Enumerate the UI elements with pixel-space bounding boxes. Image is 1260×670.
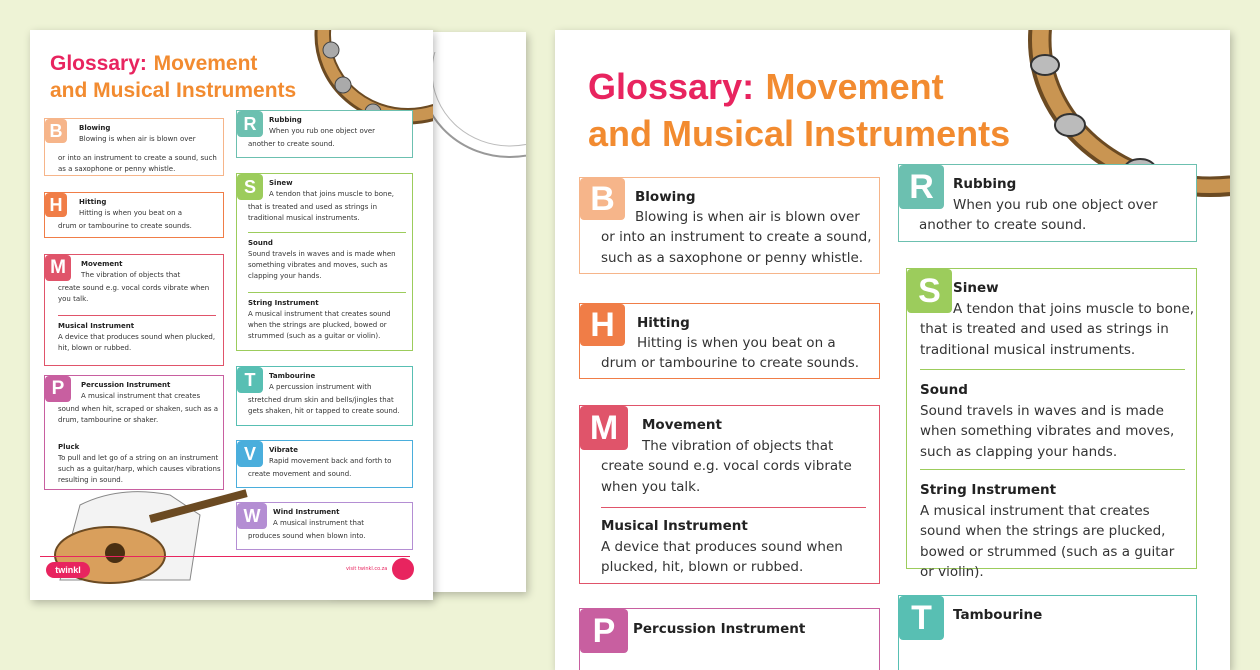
term-definition-rest: or into an instrument to create a sound, such as a saxophone or penny whistle.	[58, 154, 217, 173]
term-definition-rest: that is treated and used as strings in traditional musical instruments.	[920, 321, 1169, 358]
term-definition-rest: produces sound when blown into.	[248, 532, 366, 540]
small-card-h	[44, 192, 224, 238]
term-title: Rubbing	[269, 116, 302, 124]
sub-term-definition: A device that produces sound when plucked, hit, blown or rubbed.	[58, 333, 216, 352]
small-card-w	[236, 502, 413, 550]
card-s	[906, 268, 1197, 580]
zoomed-worksheet-page	[555, 30, 1230, 670]
term-title: Percussion Instrument	[633, 621, 806, 637]
card-p	[579, 608, 880, 670]
term-definition: A percussion instrument with	[269, 383, 372, 391]
sub-term-title: Sound	[248, 239, 273, 247]
term-definition: A musical instrument that	[273, 519, 365, 527]
letter-badge: T	[237, 367, 263, 393]
term-title: Movement	[642, 417, 722, 433]
letter-badge: V	[237, 441, 263, 467]
term-definition-rest: create sound e.g. vocal cords vibrate when you talk.	[58, 284, 210, 303]
sub-term-definition: Sound travels in waves and is made when something vibrates and moves, such as clapping your hands.	[920, 402, 1175, 460]
letter-badge: W	[237, 503, 267, 529]
card-b	[579, 177, 880, 274]
letter-badge: M	[580, 406, 628, 450]
sub-term-definition: A device that produces sound when plucked, hit, blown or rubbed.	[601, 538, 843, 575]
term-definition-rest: sound when hit, scraped or shaken, such as a drum, tambourine or shaker.	[58, 405, 219, 424]
sub-term-definition: Sound travels in waves and is made when something vibrates and moves, such as clapping your hands.	[248, 250, 396, 280]
term-definition: Blowing is when air is blown over	[79, 135, 196, 143]
term-definition-rest: that is treated and used as strings in traditional musical instruments.	[248, 203, 378, 222]
small-card-m	[44, 254, 224, 366]
letter-badge: P	[580, 609, 628, 653]
term-definition-rest: drum or tambourine to create sounds.	[58, 222, 192, 230]
term-definition: When you rub one object over	[269, 127, 376, 135]
term-title: Percussion Instrument	[81, 381, 171, 389]
letter-badge: P	[45, 376, 71, 402]
term-definition: A tendon that joins muscle to bone,	[953, 300, 1195, 317]
letter-badge: S	[237, 174, 263, 200]
term-definition-rest: create movement and sound.	[248, 470, 352, 478]
letter-badge: R	[237, 111, 263, 137]
term-definition-rest: create sound e.g. vocal cords vibrate when you talk.	[601, 458, 852, 495]
tambourine-outline-icon	[420, 52, 526, 162]
term-definition: The vibration of objects that	[81, 271, 181, 279]
small-card-b	[44, 118, 224, 176]
term-definition: When you rub one object over	[953, 196, 1158, 213]
term-title: Sinew	[953, 280, 999, 296]
term-title: Blowing	[635, 189, 696, 205]
small-worksheet-page	[30, 30, 433, 600]
sub-term-title: String Instrument	[920, 482, 1057, 498]
term-definition-rest: stretched drum skin and bells/jingles that gets shaken, hit or tapped to create sound.	[248, 396, 400, 415]
term-definition-rest: another to create sound.	[919, 217, 1087, 233]
term-definition: A tendon that joins muscle to bone,	[269, 190, 394, 198]
letter-badge: H	[45, 193, 67, 217]
letter-badge: R	[899, 165, 944, 209]
term-title: Movement	[81, 260, 123, 268]
sub-term-title: String Instrument	[248, 299, 319, 307]
term-definition: A musical instrument that creates	[81, 392, 201, 400]
twinkl-logo: twinkl	[46, 562, 90, 578]
sub-term-title: Musical Instrument	[58, 322, 135, 330]
term-title: Vibrate	[269, 446, 298, 454]
sub-term-title: Musical Instrument	[601, 518, 748, 534]
sub-term-definition: To pull and let go of a string on an instrument such as a guitar/harp, which causes vibrations resulting in sound.	[58, 454, 221, 484]
footer-divider	[40, 556, 410, 557]
page-title: Glossary: Movement and Musical Instruments	[588, 66, 1011, 154]
term-definition: Hitting is when you beat on a	[637, 335, 836, 351]
term-definition-rest: another to create sound.	[248, 140, 335, 148]
term-definition: Hitting is when you beat on a	[79, 209, 183, 217]
sub-term-definition: A musical instrument that creates sound when the strings are plucked, bowed or strummed (such as a guitar or violin).	[920, 502, 1175, 580]
twinkl-badge-icon	[392, 558, 414, 580]
term-title: Sinew	[269, 179, 293, 187]
term-definition: Blowing is when air is blown over	[635, 209, 860, 225]
card-t	[898, 595, 1197, 670]
letter-badge: H	[580, 304, 625, 346]
term-definition: The vibration of objects that	[642, 437, 834, 454]
card-h	[579, 303, 880, 379]
small-card-v	[236, 440, 413, 488]
term-title: Wind Instrument	[273, 508, 340, 516]
sub-term-title: Sound	[920, 382, 968, 398]
term-title: Hitting	[79, 198, 107, 206]
entry-divider	[601, 507, 866, 508]
term-definition-rest: drum or tambourine to create sounds.	[601, 355, 860, 371]
term-definition: Rapid movement back and forth to	[269, 457, 392, 465]
entry-divider	[920, 469, 1185, 470]
small-card-p	[44, 375, 224, 490]
term-title: Hitting	[637, 315, 690, 331]
footer-url[interactable]: visit twinkl.co.za	[346, 566, 388, 572]
term-title: Tambourine	[269, 372, 316, 380]
small-page-title: Glossary: Movement and Musical Instruments	[50, 52, 297, 102]
card-r	[898, 164, 1197, 242]
card-m	[579, 405, 880, 584]
term-title: Blowing	[79, 124, 111, 132]
letter-badge: M	[45, 255, 71, 281]
sub-term-definition: A musical instrument that creates sound when the strings are plucked, bowed or strummed (such as a guitar or violin).	[248, 310, 391, 340]
letter-badge: S	[907, 269, 952, 313]
small-card-s	[236, 173, 413, 351]
term-title: Tambourine	[953, 607, 1043, 623]
term-title: Rubbing	[953, 176, 1017, 192]
letter-badge: T	[899, 596, 944, 640]
letter-badge: B	[45, 119, 67, 143]
entry-divider	[920, 369, 1185, 370]
term-definition-rest: or into an instrument to create a sound, such as a saxophone or penny whistle.	[601, 229, 872, 266]
small-card-r	[236, 110, 413, 158]
small-card-t	[236, 366, 413, 426]
letter-badge: B	[580, 178, 625, 220]
sub-term-title: Pluck	[58, 443, 80, 451]
